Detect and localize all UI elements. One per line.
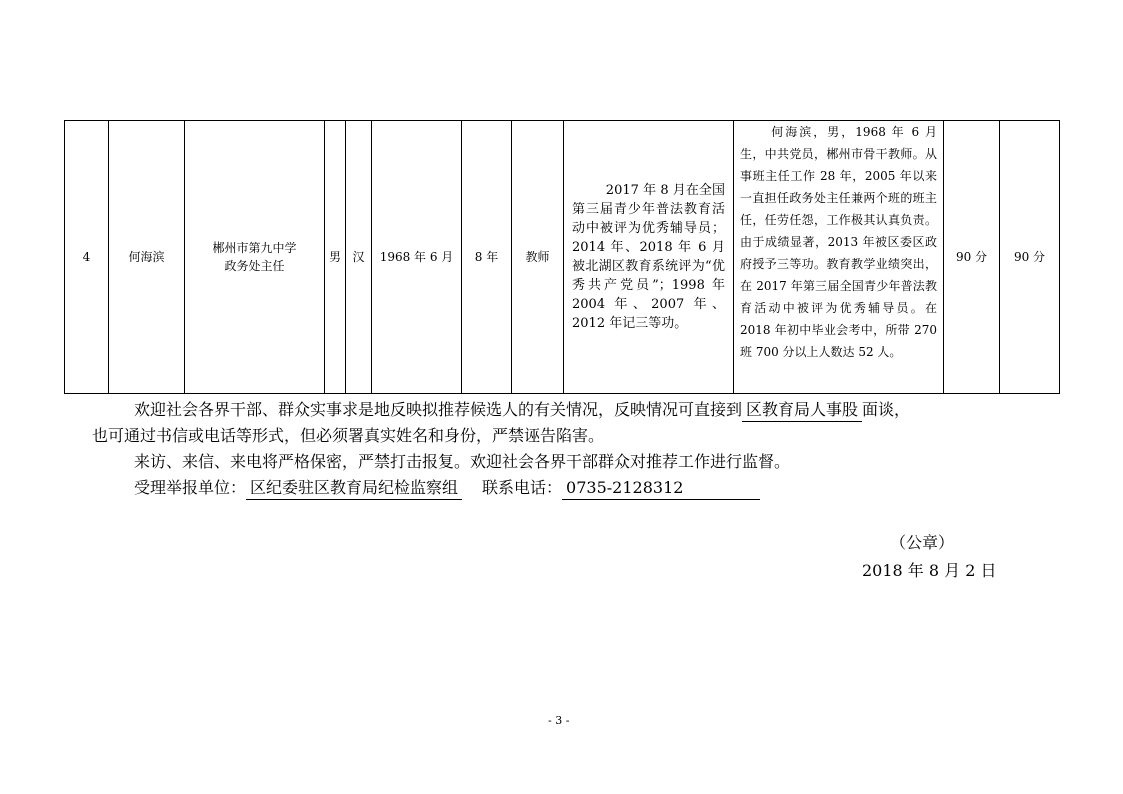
- contact-office: 区教育局人事股: [742, 399, 862, 422]
- page-number: - 3 -: [548, 714, 570, 727]
- cell-unit-position: [185, 121, 325, 394]
- notice-p1-after: 面谈，: [862, 400, 911, 419]
- unit-line: 郴州市第九中学: [212, 241, 297, 255]
- cell-achievements: [564, 121, 734, 394]
- achievements-text: 2017 年 8 月在全国第三届青少年普法教育活动中被评为优秀辅导员；2014 年、2018 年 6 月被北湖区教育系统评为“优秀共产党员”；1998 年 2004 年、2007 年、2012 年记三等功。: [572, 183, 725, 331]
- notice-paragraph-1-cont: 也可通过书信或电话等形式，但必须署真实姓名和身份，严禁诬告陷害。: [92, 426, 605, 445]
- cell-score-2: 90 分: [1000, 121, 1060, 394]
- table-row: [65, 121, 1060, 394]
- report-unit: 区纪委驻区教育局纪检监察组: [246, 477, 462, 500]
- cell-score-1: 90 分: [944, 121, 1000, 394]
- cell-title: 教师: [512, 121, 564, 394]
- cell-name: 何海滨: [109, 121, 185, 394]
- cell-bio: [734, 121, 944, 394]
- phone-label: 联系电话：: [482, 478, 563, 497]
- cell-ethnicity: 汉: [346, 121, 372, 394]
- cell-number: 4: [65, 121, 109, 394]
- cell-birth: 1968 年 6 月: [372, 121, 462, 394]
- notice-section: [92, 397, 1052, 501]
- report-unit-label: 受理举报单位：: [134, 478, 247, 497]
- cell-years: 8 年: [462, 121, 512, 394]
- notice-paragraph-1: [92, 397, 1052, 423]
- cell-gender: 男: [325, 121, 346, 394]
- notice-paragraph-2: 来访、来信、来电将严格保密，严禁打击报复。欢迎社会各界干部群众对推荐工作进行监督。: [134, 452, 791, 471]
- seal-text: （公章）: [890, 533, 955, 552]
- issue-date: 2018 年 8 月 2 日: [862, 561, 997, 580]
- position-line: 政务处主任: [224, 259, 285, 273]
- notice-p1-before: 欢迎社会各界干部、群众实事求是地反映拟推荐候选人的有关情况，反映情况可直接到: [134, 400, 743, 419]
- bio-text: 何海滨，男，1968 年 6 月生，中共党员，郴州市骨干教师。从事班主任工作 28 年，2005 年以来一直担任政务处主任兼两个班的班主任，任劳任怨，工作极其认真负责。由于成绩显著，2013 年被区委区政府授予三等功。教育教学业绩突出，在 2017 年第三届全国青少年普法教育活动中被评为优秀辅导员。在 2018 年初中毕业会考中，所带 270 班 700 分以上人数达 52 人。: [740, 125, 937, 359]
- candidate-table: [64, 120, 1060, 394]
- notice-paragraph-3: [92, 475, 1052, 501]
- phone-number: 0735-2128312: [562, 477, 760, 500]
